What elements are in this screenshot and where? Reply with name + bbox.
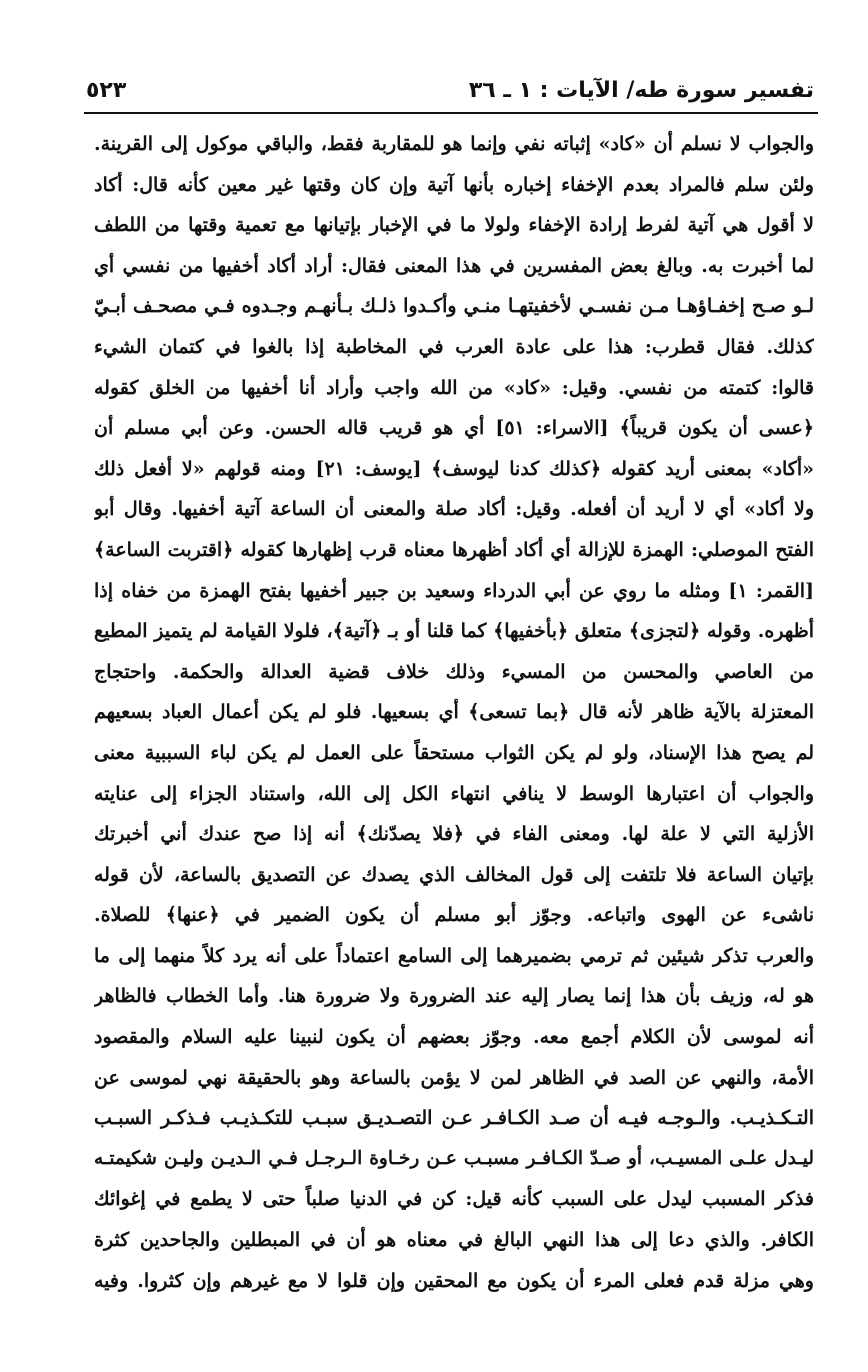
- text-line: الأزلية التي لا علة لها. ومعنى الفاء في ﴿فلا يصدّنك﴾ أنه إذا صح عندك أني أخبرتك: [94, 823, 814, 846]
- header-rule: [84, 112, 818, 114]
- body-text: [94, 124, 814, 1301]
- text-line: الفتح الموصلي: الهمزة للإزالة أي أكاد أظهرها معناه قرب إظهارها كقوله ﴿اقتربت الساعة﴾: [94, 538, 814, 561]
- page-header: [86, 70, 814, 110]
- text-line: ولا أكاد» أي لا أريد أن أفعله. وقيل: أكاد صلة والمعنى أن الساعة آتية أخفيها. وقال أبو: [94, 498, 814, 521]
- text-line: أظهره. وقوله ﴿لتجزى﴾ متعلق ﴿بأخفيها﴾ كما قلنا أو بـ ﴿آتية﴾، فلولا القيامة لم يتميز المطيع: [94, 620, 814, 643]
- text-line: ولئن سلم فالمراد بعدم الإخفاء إخباره بأنها آتية وإن كان وقتها غير معين كأنه قال: أكاد: [94, 173, 814, 196]
- text-line: بإتيان الساعة فلا تلتفت إلى قول المخالف الذي يصدك عن التصديق بالساعة، لأن قوله: [94, 863, 814, 886]
- text-line: من العاصي والمحسن من المسيء وذلك خلاف قضية العدالة والحكمة. واحتجاج: [94, 660, 814, 683]
- text-line: لما أخبرت به. وبالغ بعض المفسرين في هذا المعنى فقال: أراد أكاد أخفيها من نفسي أي: [94, 254, 814, 277]
- page-number: ٥٢٣: [86, 77, 127, 103]
- text-line: فذكر المسبب ليدل على السبب كأنه قيل: كن في الدنيا صلباً حتى لا يطمع في إغوائك: [94, 1188, 814, 1211]
- text-line: هو له، وزيف بأن هذا إنما يصار إليه عند الضرورة ولا ضرورة هنا. وأما الخطاب فالظاهر: [94, 985, 814, 1008]
- text-line: وهي مزلة قدم فعلى المرء أن يكون مع المحقين وإن قلوا لا مع غيرهم وإن كثروا. وفيه: [94, 1269, 814, 1292]
- text-line: كذلك. فقال قطرب: هذا على عادة العرب في المخاطبة إذا بالغوا في كتمان الشيء: [94, 335, 814, 358]
- text-line: ناشىء عن الهوى واتباعه. وجوّز أبو مسلم أن يكون الضمير في ﴿عنها﴾ للصلاة.: [94, 904, 814, 927]
- text-line: المعتزلة بالآية ظاهر لأنه قال ﴿بما تسعى﴾ أي بسعيها. فلو لم يكن أعمال العباد بسعيهم: [94, 701, 814, 724]
- text-line: [القمر: ١] ومثله ما روي عن أبي الدرداء وسعيد بن جبير أخفيها بفتح الهمزة من خفاه إذا: [94, 579, 814, 602]
- text-line: «أكاد» بمعنى أريد كقوله ﴿كذلك كدنا ليوسف﴾ [يوسف: ٢١] ومنه قولهم «لا أفعل ذلك: [94, 457, 814, 480]
- text-line: والعرب تذكر شيئين ثم ترمي بضميرهما إلى السامع اعتماداً على أنه يرد كلاً منهما إلى ما: [94, 944, 814, 967]
- text-line: الكافر. والذي دعا إلى هذا النهي البالغ في معناه هو أن في المبطلين والجاحدين كثرة: [94, 1229, 814, 1252]
- text-line: ﴿عسى أن يكون قريباً﴾ [الاسراء: ٥١] أي هو قريب قاله الحسن. وعن أبي مسلم أن: [94, 417, 814, 440]
- text-line: والجواب لا نسلم أن «كاد» إثباته نفي وإنما هو للمقاربة فقط، والباقي موكول إلى القرينة.: [94, 133, 814, 155]
- text-line: الأمة، والنهي عن الصد في الظاهر لمن لا يؤمن بالساعة وهو بالحقيقة نهي لموسى عن: [94, 1066, 814, 1089]
- running-head: تفسير سورة طه/ الآيات : ١ ـ ٣٦: [468, 77, 814, 103]
- text-line: التـكـذيـب. والـوجـه فيـه أن صـد الكـافـر عـن التصـديـق سبـب للتكـذيـب فـذكـر السبـب: [94, 1107, 814, 1130]
- text-line: ليـدل علـى المسيـب، أو صـدّ الكـافـر مسبـب عـن رخـاوة الـرجـل فـي الـديـن وليـن شكيمتـه: [94, 1147, 814, 1169]
- text-line: لا أقول هي آتية لفرط إرادة الإخفاء ولولا ما في الإخبار بإتيانها مع تعمية وقتها من اللطف: [94, 214, 814, 237]
- text-line: أنه لموسى لأن الكلام أجمع معه. وجوّز بعضهم أن يكون لنبينا عليه السلام والمقصود: [94, 1026, 814, 1049]
- text-line: قالوا: كتمته من نفسي. وقيل: «كاد» من الله واجب وأراد أنا أخفيها من الخلق كقوله: [94, 376, 814, 399]
- text-line: والجواب أن اعتبارها الوسط لا ينافي انتهاء الكل إلى الله، واستناد الجزاء إلى عنايته: [94, 782, 814, 805]
- text-line: لم يصح هذا الإسناد، ولو لم يكن الثواب مستحقاً على العمل لم يكن لباء السببية معنى: [94, 741, 814, 764]
- text-line: لـو صـح إخفـاؤهـا مـن نفسـي لأخفيتهـا منـي وأكـدوا ذلـك بـأنهـم وجـدوه فـي مصحـف أبـيّ: [94, 295, 814, 318]
